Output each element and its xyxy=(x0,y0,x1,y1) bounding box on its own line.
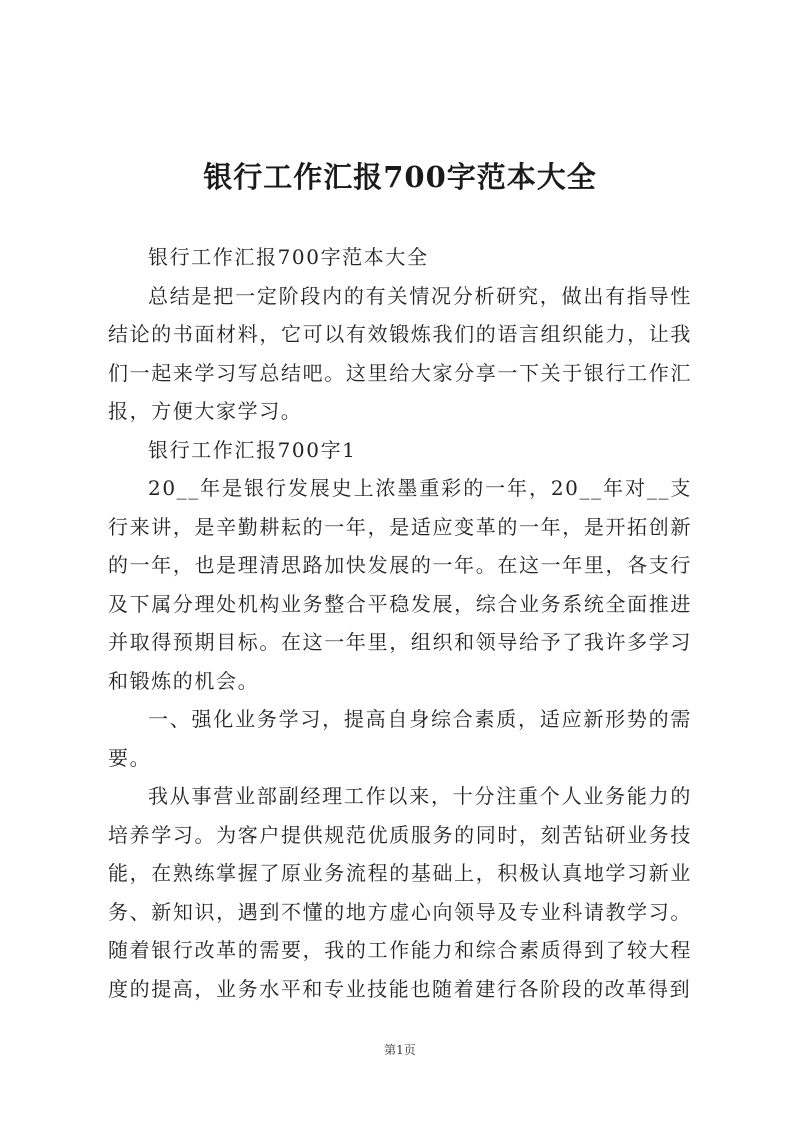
paragraph-work-detail: 我从事营业部副经理工作以来，十分注重个人业务能力的培养学习。为客户提供规范优质服务的同时，刻苦钻研业务技能，在熟练掌握了原业务流程的基础上，积极认真地学习新业务、新知识，遇到不懂的地方虚心向领导及专业科请教学习。随着银行改革的需要，我的工作能力和综合素质得到了较大程度的提高，业务水平和专业技能也随着建行各阶段的改革得到 xyxy=(108,784,692,1001)
paragraph-heading-repeat: 银行工作汇报700字范本大全 xyxy=(148,245,429,269)
paragraph-section-title: 银行工作汇报700字1 xyxy=(148,437,357,462)
document-title: 银行工作汇报700字范本大全 xyxy=(203,160,597,194)
paragraph-point-one: 一、强化业务学习，提高自身综合素质，适应新形势的需要。 xyxy=(108,707,692,770)
document-body xyxy=(108,238,692,1008)
page-number: 第1页 xyxy=(384,1043,416,1057)
paragraph-overview: 20__年是银行发展史上浓墨重彩的一年，20__年对__支行来讲，是辛勤耕耘的一年，是适应变革的一年，是开拓创新的一年，也是理清思路加快发展的一年。在这一年里，各支行及下属分理处机构业务整合平稳发展，综合业务系统全面推进并取得预期目标。在这一年里，组织和领导给予了我许多学习和锻炼的机会。 xyxy=(108,476,692,693)
paragraph-intro: 总结是把一定阶段内的有关情况分析研究，做出有指导性结论的书面材料，它可以有效锻炼我们的语言组织能力，让我们一起来学习写总结吧。这里给大家分享一下关于银行工作汇报，方便大家学习。 xyxy=(108,283,692,423)
